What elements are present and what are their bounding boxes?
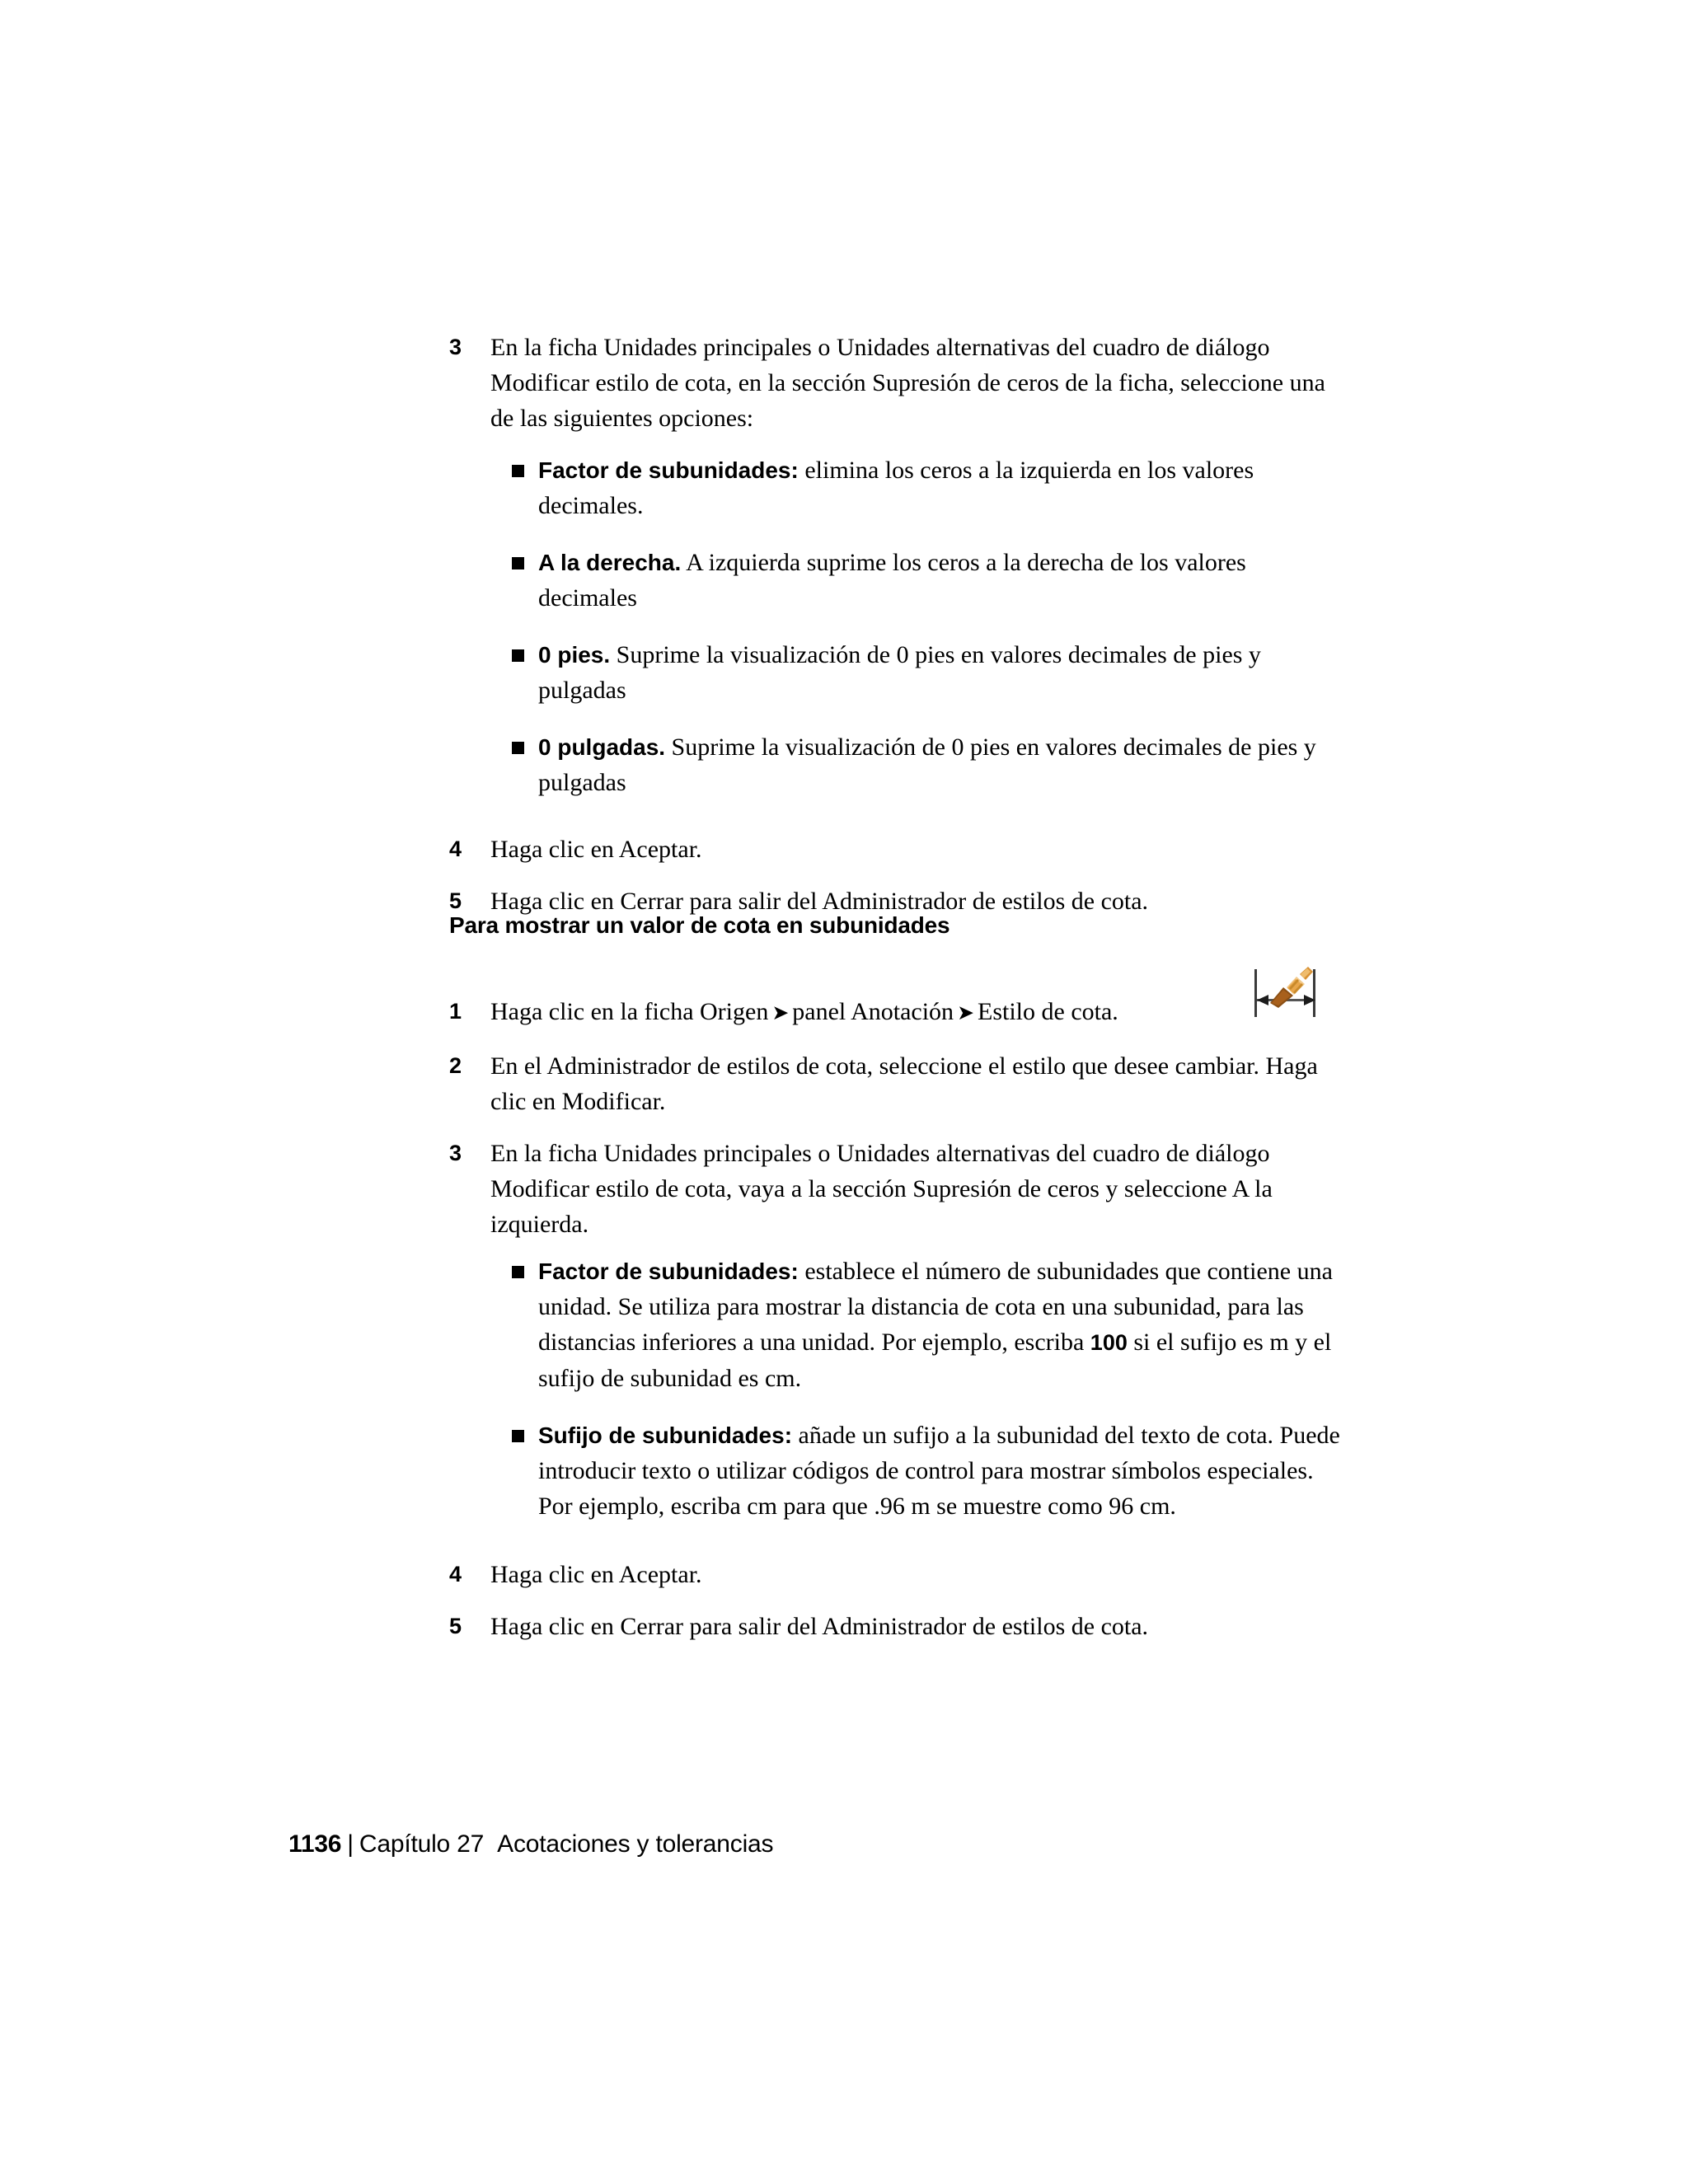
step-number: 4 — [449, 1562, 462, 1586]
step-text-part-a: Haga clic en la ficha Origen — [490, 998, 769, 1025]
section-heading: Para mostrar un valor de cota en subunidades — [449, 912, 950, 938]
list-item — [448, 1557, 1342, 1592]
step-number: 2 — [449, 1053, 462, 1078]
step-number: 3 — [449, 1141, 462, 1165]
step-number: 3 — [449, 335, 462, 359]
bullet-text — [538, 1254, 1342, 1396]
bullet-list — [512, 452, 1342, 800]
list-item — [512, 545, 1342, 616]
step-number: 5 — [449, 888, 462, 913]
step-text-part-b: panel Anotación — [792, 998, 954, 1025]
bullet-rest: Suprime la visualización de 0 pies en valores decimales de pies y pulgadas — [538, 641, 1261, 704]
bullet-text — [538, 729, 1342, 800]
bullet-rest: añade un sufijo a la subunidad del texto de cota. Puede introducir texto o utilizar códigos de control para mostrar símbolos especiales. Por ejemplo, escriba cm para que .96 m se muestre como 96 cm. — [538, 1422, 1340, 1520]
step-text: En la ficha Unidades principales o Unidades alternativas del cuadro de diálogo Modificar estilo de cota, vaya a la sección Supresión de ceros y seleccione A la izquierda. — [490, 1140, 1273, 1238]
bullet-rest: elimina los ceros a la izquierda en los valores decimales. — [538, 457, 1254, 519]
square-bullet-icon — [512, 637, 538, 662]
bullet-rest: A izquierda suprime los ceros a la derecha de los valores decimales — [538, 549, 1246, 612]
list-item — [512, 1254, 1342, 1396]
list-item — [512, 452, 1342, 523]
bullet-rest-2: si el sufijo es m y el sufijo de subunidad es cm. — [538, 1329, 1332, 1392]
square-bullet-icon — [512, 1418, 538, 1442]
step-number: 1 — [449, 999, 462, 1024]
bullet-emphasis: 100 — [1090, 1330, 1128, 1355]
list-item — [448, 1048, 1342, 1119]
step-text: Haga clic en Aceptar. — [490, 1561, 702, 1588]
list-item — [448, 1609, 1342, 1644]
bullet-lead: Factor de subunidades: — [538, 1258, 799, 1284]
step-text-part-c: Estilo de cota. — [978, 998, 1118, 1025]
footer-separator: | — [347, 1830, 354, 1858]
bullet-lead: Factor de subunidades: — [538, 457, 799, 483]
chevron-right-icon: ➤ — [771, 1001, 790, 1024]
list-item — [448, 994, 1342, 1030]
bullet-lead: 0 pies. — [538, 642, 611, 668]
chevron-right-icon: ➤ — [957, 1001, 975, 1024]
chapter-title: Acotaciones y tolerancias — [497, 1830, 774, 1858]
bullet-list — [512, 1254, 1342, 1524]
list-item — [512, 729, 1342, 800]
step-number: 4 — [449, 837, 462, 861]
bullet-rest: establece el número de subunidades que contiene una unidad. Se utiliza para mostrar la distancia de cota en una subunidad, para las distancias inferiores a una unidad. Por ejemplo, escriba — [538, 1258, 1333, 1356]
list-item — [448, 1136, 1342, 1242]
step-text: Haga clic en Cerrar para salir del Administrador de estilos de cota. — [490, 1613, 1149, 1640]
bullet-text — [538, 1418, 1342, 1524]
step-text: Haga clic en Aceptar. — [490, 836, 702, 863]
bullet-lead: Sufijo de subunidades: — [538, 1422, 793, 1448]
bullet-text — [538, 545, 1342, 616]
page-number: 1136 — [288, 1830, 342, 1858]
step-text: En la ficha Unidades principales o Unidades alternativas del cuadro de diálogo Modificar estilo de cota, en la sección Supresión de ceros de la ficha, seleccione una de las siguientes opciones: — [490, 334, 1325, 432]
page-footer — [288, 1828, 773, 1861]
square-bullet-icon — [512, 729, 538, 754]
square-bullet-icon — [512, 545, 538, 569]
bullet-text — [538, 637, 1342, 708]
list-item — [448, 832, 1342, 867]
step-text: Haga clic en Cerrar para salir del Administrador de estilos de cota. — [490, 888, 1149, 915]
list-item — [448, 330, 1342, 436]
procedure-subunits-block — [448, 994, 1342, 1644]
bullet-text — [538, 452, 1342, 523]
bullet-lead: A la derecha. — [538, 550, 682, 575]
bullet-lead: 0 pulgadas. — [538, 734, 666, 760]
list-item — [512, 1418, 1342, 1524]
bullet-rest: Suprime la visualización de 0 pies en valores decimales de pies y pulgadas — [538, 733, 1316, 796]
chapter-label: Capítulo 27 — [359, 1830, 485, 1858]
list-item — [512, 637, 1342, 708]
step-text: En el Administrador de estilos de cota, seleccione el estilo que desee cambiar. Haga clic en Modificar. — [490, 1052, 1318, 1115]
step-number: 5 — [449, 1614, 462, 1638]
square-bullet-icon — [512, 1254, 538, 1278]
step-text — [490, 994, 1342, 1030]
square-bullet-icon — [512, 452, 538, 477]
procedure-continuation-block — [448, 330, 1342, 919]
